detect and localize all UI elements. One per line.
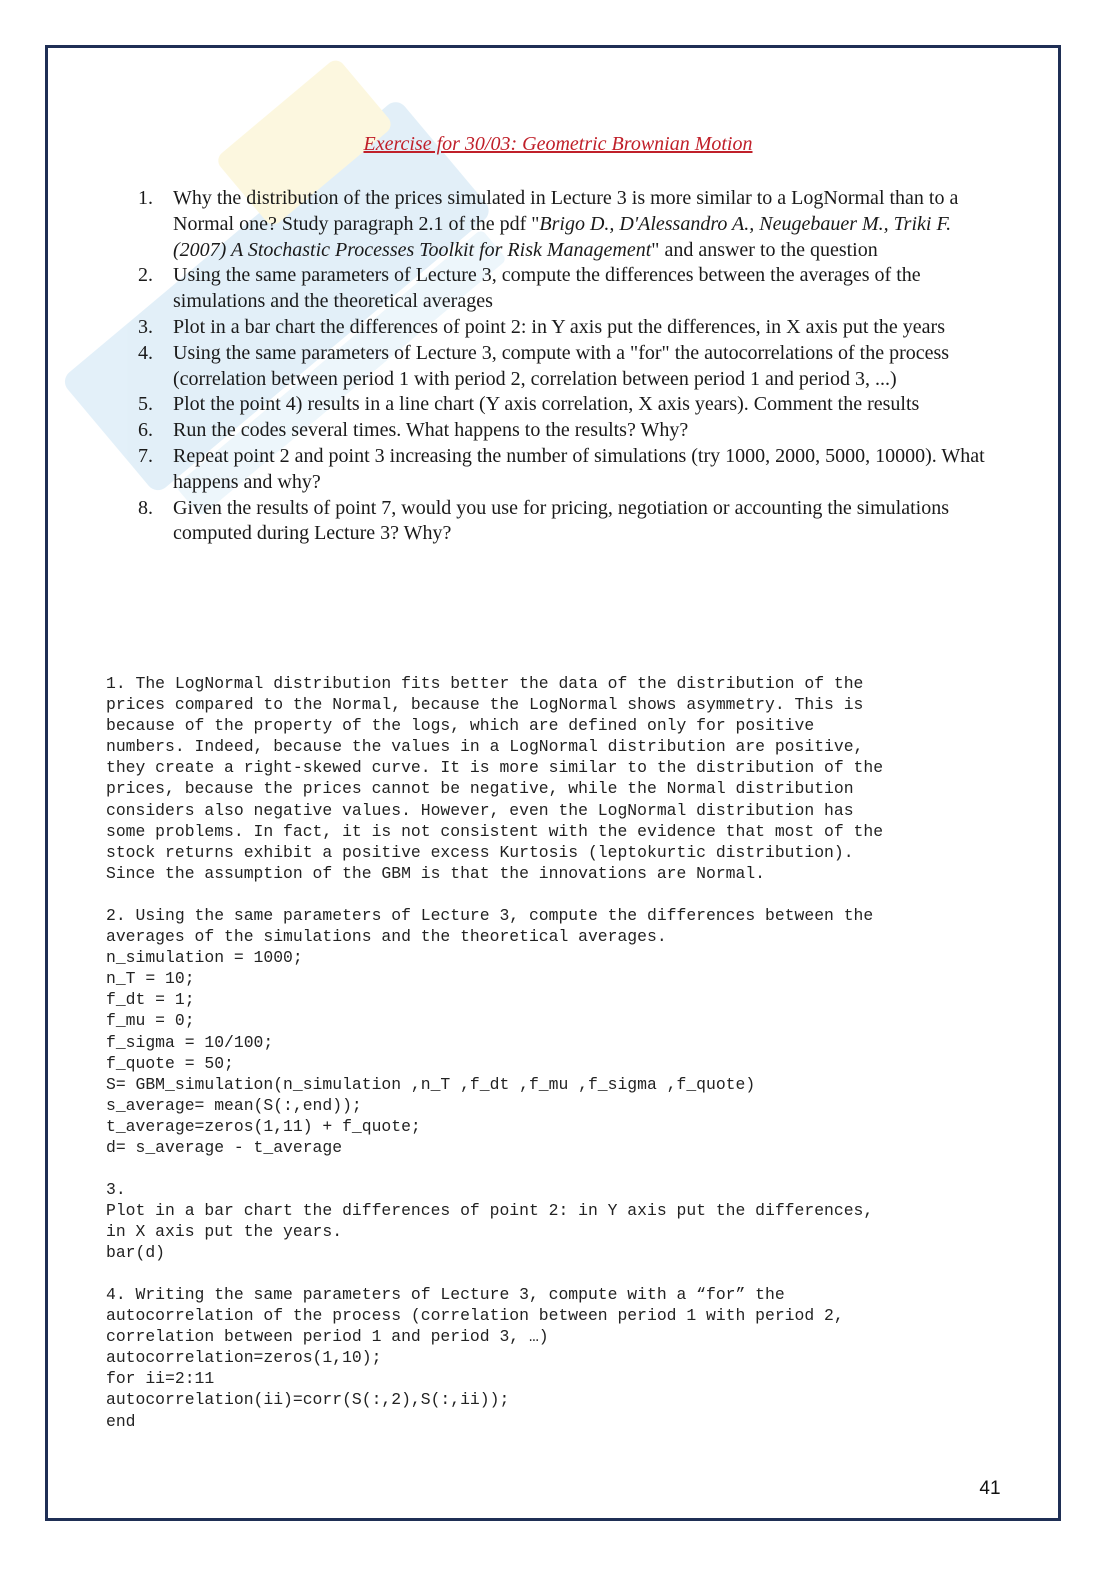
question-list [138, 186, 1008, 547]
question-text: Using the same parameters of Lecture 3, compute the differences between the averages of the simulations and the theoretical averages [173, 264, 921, 313]
question-number: 6. [138, 419, 153, 442]
question-item [138, 315, 1008, 341]
question-citation: Brigo D., D'Alessandro A., Neugebauer M., Triki F. (2007) A Stochastic Processes Toolkit for Risk Management [173, 212, 952, 261]
question-item [138, 418, 1008, 444]
question-number: 5. [138, 393, 153, 416]
question-item [138, 186, 1008, 263]
question-number: 1. [138, 187, 153, 209]
answer-4-code: 4. Writing the same parameters of Lecture 3, compute with a “for” the autocorrelation of the process (correlation between period 1 with period 2, correlation between period 1 and period 3, …) autocorrelation=zeros(1,10); for ii=2:11 autocorrelation(ii)=corr(S(:,2),S(:,ii)); end [106, 1285, 844, 1431]
question-number: 4. [138, 341, 153, 364]
question-number: 7. [138, 444, 153, 467]
question-item [138, 496, 1008, 548]
question-number: 3. [138, 315, 153, 338]
answer-3-code: 3. Plot in a bar chart the differences of point 2: in Y axis put the differences, in X axis put the years. bar(d) [106, 1180, 874, 1263]
question-text: Plot in a bar chart the differences of point 2: in Y axis put the differences, in X axis put the years [173, 315, 946, 338]
question-number: 8. [138, 496, 153, 519]
question-number: 2. [138, 264, 153, 287]
exercise-title: Exercise for 30/03: Geometric Brownian Motion [363, 133, 753, 155]
question-text: Using the same parameters of Lecture 3, compute with a "for" the autocorrelations of the process (correlation between period 1 with period 2, correlation between period 1 and period 3, ...) [173, 341, 950, 390]
question-item [138, 392, 1008, 418]
page-number: 41 [979, 1478, 1001, 1499]
question-text: " and answer to the question [651, 238, 878, 261]
question-text: Run the codes several times. What happens to the results? Why? [173, 419, 689, 442]
answer-1-text: 1. The LogNormal distribution fits better the data of the distribution of the prices compared to the Normal, because the LogNormal shows asymmetry. This is because of the property of the logs, which are defined only for positive numbers. Indeed, because the values in a LogNormal distribution are positive, they create a right-skewed curve. It is more similar to the distribution of the prices, because the prices cannot be negative, while the Normal distribution considers also negative values. However, even the LogNormal distribution has some problems. In fact, it is not consistent with the evidence that most of the stock returns exhibit a positive excess Kurtosis (leptokurtic distribution). Since the assumption of the GBM is that the innovations are Normal. [106, 674, 884, 883]
question-item [138, 341, 1008, 393]
answer-2-code: 2. Using the same parameters of Lecture 3, compute the differences between the averages of the simulations and the theoretical averages. n_simulation = 1000; n_T = 10; f_dt = 1; f_mu = 0; f_sigma = 10/100; f_quote = 50; S= GBM_simulation(n_simulation ,n_T ,f_dt ,f_mu ,f_sigma ,f_quote) s_average= mean(S(:,end)); t_average=zeros(1,11) + f_quote; d= s_average - t_average [106, 906, 874, 1158]
question-text: Repeat point 2 and point 3 increasing the number of simulations (try 1000, 2000, 5000, 10000). What happens and why? [173, 444, 985, 493]
question-item [138, 444, 1008, 496]
question-text: Given the results of point 7, would you use for pricing, negotiation or accounting the simulations computed during Lecture 3? Why? [173, 496, 949, 545]
question-item [138, 263, 1008, 315]
question-text: Why the distribution of the prices simulated in Lecture 3 is more similar to a LogNormal than to a Normal one? Study paragraph 2.1 of the pdf " [173, 187, 959, 235]
question-text: Plot the point 4) results in a line chart (Y axis correlation, X axis years). Comment the results [173, 393, 920, 416]
